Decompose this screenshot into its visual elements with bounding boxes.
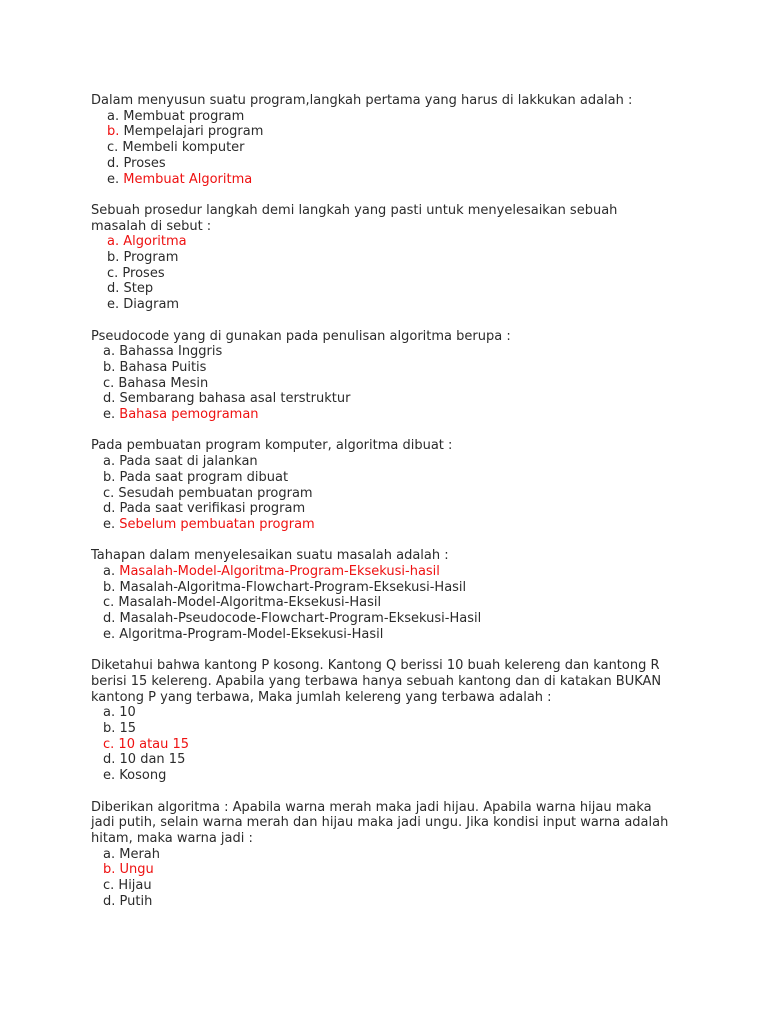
option-c [91, 595, 691, 611]
question-stem [91, 658, 691, 705]
question-stem: Dalam menyusun suatu program,langkah pertama yang harus di lakkukan adalah : [91, 93, 633, 108]
option-text-highlighted: Membuat Algoritma [123, 171, 253, 187]
option-d [91, 752, 691, 768]
option-text: Bahassa Inggris [119, 344, 223, 360]
option-b [91, 250, 691, 266]
option-letter: d. [107, 281, 120, 297]
option-b [91, 862, 691, 878]
question-5 [91, 548, 691, 642]
option-text: Pada saat di jalankan [119, 454, 258, 470]
option-list [91, 454, 691, 533]
option-d [91, 611, 691, 627]
option-text: Bahasa Puitis [119, 359, 207, 375]
option-letter: c. [107, 265, 119, 281]
stem-line: hitam, maka warna jadi : [91, 830, 253, 846]
question-4 [91, 438, 691, 532]
option-d [91, 391, 691, 407]
option-text: Membuat program [123, 108, 245, 124]
option-a [91, 234, 691, 250]
option-letter: d. [107, 155, 120, 171]
option-text: Masalah-Pseudocode-Flowchart-Program-Eksekusi-Hasil [119, 611, 482, 627]
option-text: Hijau [118, 878, 152, 894]
option-text: Diagram [123, 297, 180, 313]
stem-line: kantong P yang terbawa, Maka jumlah kelereng yang terbawa adalah : [91, 689, 552, 705]
option-e [91, 517, 691, 533]
option-e [91, 407, 691, 423]
question-3 [91, 329, 691, 423]
option-c [91, 376, 691, 392]
option-letter: e. [103, 407, 116, 423]
question-stem [91, 800, 691, 847]
option-text: 10 dan 15 [119, 752, 186, 768]
option-d [91, 281, 691, 297]
option-list [91, 847, 691, 910]
option-letter: b. [103, 862, 116, 878]
stem-line: jadi putih, selain warna merah dan hijau maka jadi ungu. Jika kondisi input warna adalah [91, 815, 669, 831]
option-letter: e. [107, 297, 120, 313]
option-letter: b. [103, 469, 116, 485]
option-list [91, 705, 691, 784]
option-e [91, 297, 691, 313]
question-stem: Pseudocode yang di gunakan pada penulisan algoritma berupa : [91, 328, 511, 344]
stem-line: berisi 15 kelereng. Apabila yang terbawa hanya sebuah kantong dan di katakan BUKAN [91, 673, 662, 689]
option-e [91, 627, 691, 643]
option-letter: e. [103, 768, 116, 784]
stem-line: Sebuah prosedur langkah demi langkah yang pasti untuk menyelesaikan sebuah [91, 202, 618, 218]
option-d [91, 894, 691, 910]
option-letter: b. [103, 359, 116, 375]
option-c [91, 140, 691, 156]
option-letter: a. [103, 344, 116, 360]
option-text: Pada saat verifikasi program [119, 501, 306, 517]
option-letter: d. [103, 611, 116, 627]
option-c [91, 266, 691, 282]
option-letter: a. [103, 454, 116, 470]
option-c [91, 486, 691, 502]
option-letter: a. [103, 846, 116, 862]
option-letter: c. [103, 878, 115, 894]
option-letter-highlighted: b. [107, 124, 120, 140]
stem-line: Diketahui bahwa kantong P kosong. Kantong Q berissi 10 buah kelereng dan kantong R [91, 658, 660, 674]
option-a [91, 564, 691, 580]
option-text: 15 [119, 721, 137, 737]
option-letter: c. [103, 375, 115, 391]
option-list [91, 344, 691, 423]
option-letter: b. [107, 250, 120, 266]
option-list [91, 234, 691, 313]
option-text-highlighted: Masalah-Model-Algoritma-Program-Eksekusi-hasil [119, 564, 440, 580]
question-stem: Pada pembuatan program komputer, algoritma dibuat : [91, 438, 453, 454]
option-letter: b. [103, 579, 116, 595]
option-text: Algoritma-Program-Model-Eksekusi-Hasil [119, 626, 384, 642]
question-7 [91, 800, 691, 910]
option-list [91, 109, 691, 188]
option-b [91, 124, 691, 140]
question-stem [91, 203, 691, 234]
option-b [91, 360, 691, 376]
option-text: Sembarang bahasa asal terstruktur [119, 391, 351, 407]
option-a [91, 847, 691, 863]
question-stem: Tahapan dalam menyelesaikan suatu masalah adalah : [91, 548, 449, 564]
option-e [91, 768, 691, 784]
option-d [91, 501, 691, 517]
option-a [91, 344, 691, 360]
option-letter: a. [107, 108, 120, 124]
option-text: Masalah-Model-Algoritma-Eksekusi-Hasil [118, 595, 382, 611]
option-letter: c. [103, 485, 115, 501]
option-letter: c. [103, 736, 115, 752]
option-text: Kosong [119, 768, 167, 784]
option-text-highlighted: Algoritma [123, 234, 187, 250]
option-a [91, 109, 691, 125]
quiz-document [91, 93, 691, 925]
question-2 [91, 203, 691, 313]
option-text: Program [123, 250, 179, 266]
option-a [91, 705, 691, 721]
option-text-highlighted: Bahasa pemograman [119, 407, 259, 423]
option-letter: d. [103, 391, 116, 407]
option-text: Proses [123, 155, 166, 171]
option-text: Step [123, 281, 154, 297]
option-letter: c. [107, 140, 119, 156]
option-text: 10 [119, 705, 136, 721]
option-letter: a. [103, 564, 116, 580]
option-letter: b. [103, 721, 116, 737]
option-letter: c. [103, 595, 115, 611]
stem-line: Diberikan algoritma : Apabila warna merah maka jadi hijau. Apabila warna hijau maka [91, 799, 652, 815]
option-text: Sesudah pembuatan program [118, 485, 313, 501]
option-b [91, 721, 691, 737]
option-text: Bahasa Mesin [118, 375, 209, 391]
option-text: Masalah-Algoritma-Flowchart-Program-Eksekusi-Hasil [119, 579, 467, 595]
option-text: Pada saat program dibuat [119, 469, 289, 485]
option-text-highlighted: Sebelum pembuatan program [119, 516, 315, 532]
option-c [91, 878, 691, 894]
option-letter: d. [103, 501, 116, 517]
option-letter: d. [103, 752, 116, 768]
option-text: Mempelajari program [123, 124, 264, 140]
option-b [91, 580, 691, 596]
option-text-highlighted: Ungu [119, 862, 154, 878]
option-letter: e. [103, 516, 116, 532]
option-letter: d. [103, 893, 116, 909]
question-6 [91, 658, 691, 784]
option-letter: e. [107, 171, 120, 187]
option-letter: e. [103, 626, 116, 642]
option-list [91, 564, 691, 643]
option-b [91, 470, 691, 486]
option-d [91, 156, 691, 172]
option-text: Merah [119, 846, 161, 862]
option-letter: a. [107, 234, 120, 250]
option-letter: a. [103, 705, 116, 721]
stem-line: masalah di sebut : [91, 218, 212, 234]
option-text: Membeli komputer [122, 140, 245, 156]
question-1 [91, 93, 691, 187]
option-e [91, 172, 691, 188]
option-text: Proses [122, 265, 165, 281]
option-text: Putih [119, 893, 153, 909]
option-text-highlighted: 10 atau 15 [118, 736, 190, 752]
option-a [91, 454, 691, 470]
option-c [91, 737, 691, 753]
